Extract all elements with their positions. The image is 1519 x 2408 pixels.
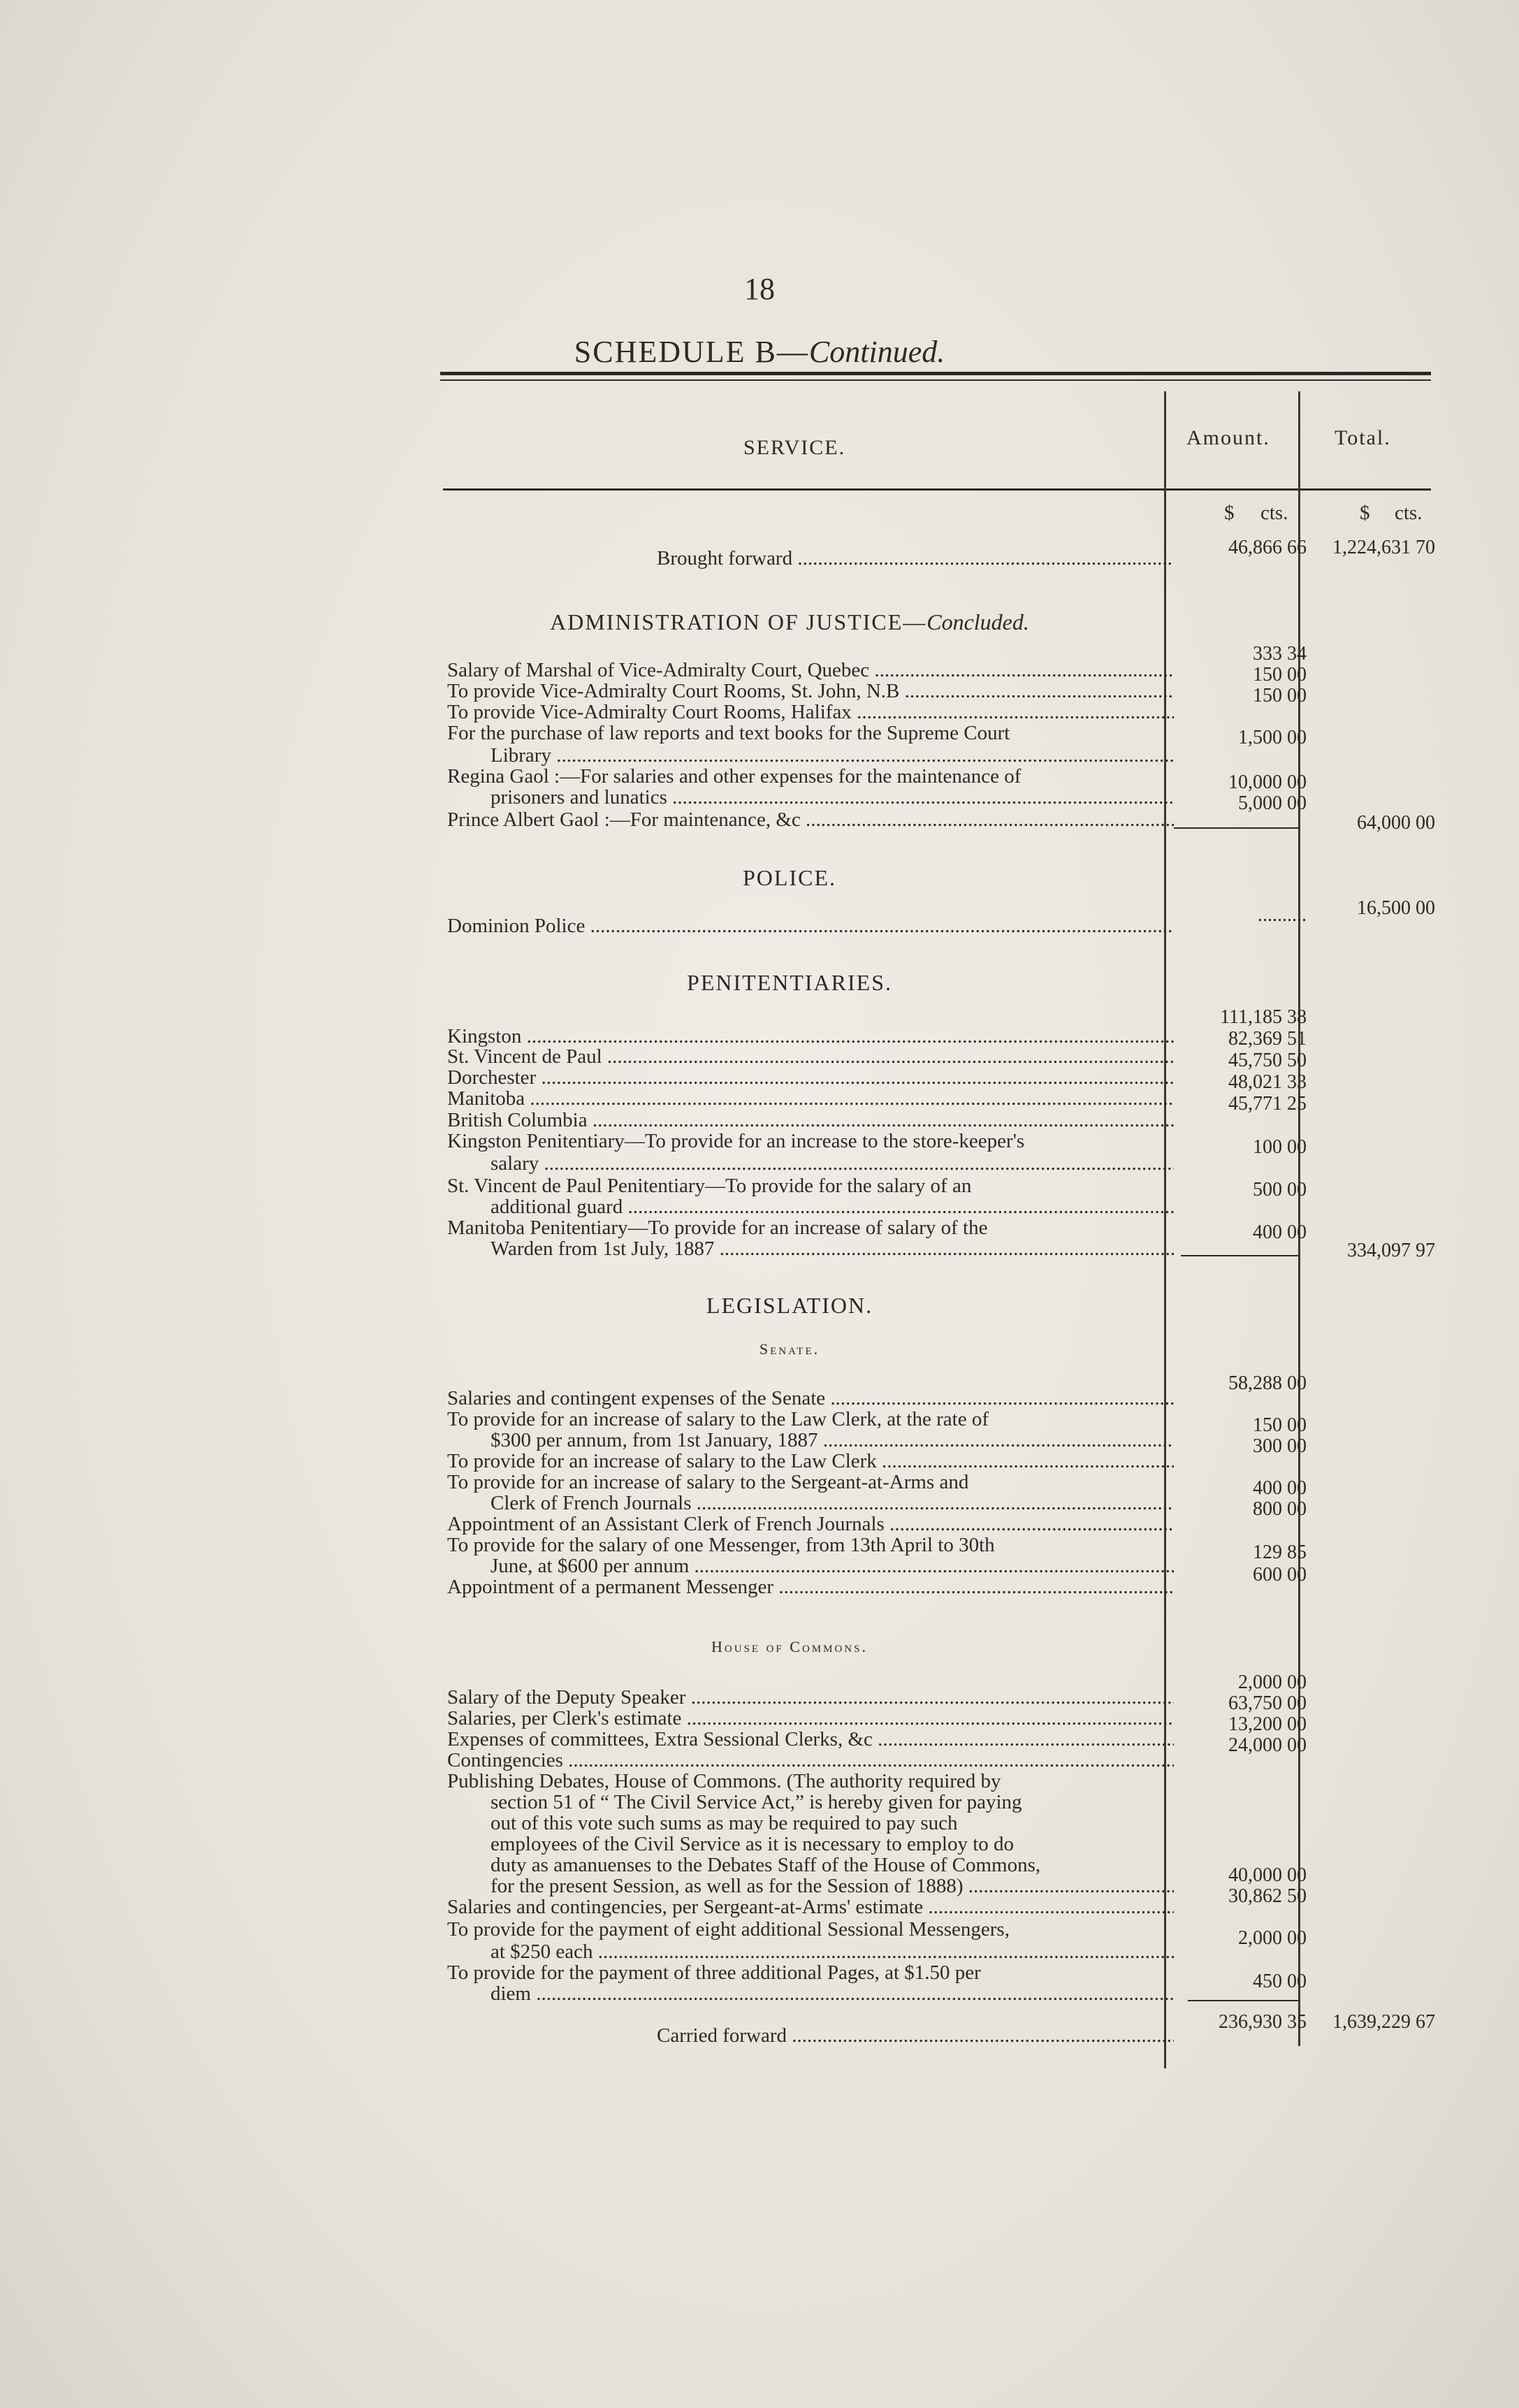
line-amount: 400 00	[1253, 1477, 1307, 1499]
line-item: Appointment of an Assistant Clerk of French Journals .....	[447, 1514, 1174, 1535]
line-item: Salaries, per Clerk's estimate .....	[447, 1708, 1174, 1729]
line-amount: 82,369 51	[1228, 1028, 1307, 1050]
subheading-senate: Senate.	[759, 1340, 820, 1358]
line-item: To provide for an increase of salary to the Law Clerk, at the rate of	[447, 1409, 989, 1430]
line-item-continued: salary .....	[447, 1153, 1174, 1175]
amount-cents-label: cts.	[1260, 502, 1288, 524]
top-rule-thick	[440, 372, 1431, 375]
line-amount: 129 85	[1253, 1542, 1307, 1563]
line-item: Salary of the Deputy Speaker .....	[447, 1687, 1174, 1709]
line-item: To provide for an increase of salary to the Sergeant-at-Arms and	[447, 1472, 969, 1493]
line-total: 16,500 00	[1357, 897, 1435, 919]
line-item-continued: prisoners and lunatics .....	[447, 787, 1174, 808]
line-item-continued: for the present Session, as well as for the Session of 1888) .....	[447, 1876, 1174, 1897]
police-amount-leader: ..........	[1258, 904, 1307, 926]
page-title	[0, 334, 1519, 370]
line-item: To provide Vice-Admiralty Court Rooms, Halifax .....	[447, 702, 1174, 723]
title-italic: Continued.	[808, 335, 945, 369]
carried-forward-rule	[1188, 2000, 1298, 2001]
line-item: Kingston .....	[447, 1026, 1174, 1047]
header-rule	[443, 488, 1431, 491]
line-item: To provide for the salary of one Messenger, from 13th April to 30th	[447, 1535, 995, 1556]
line-item: Salaries and contingent expenses of the Senate .....	[447, 1388, 1174, 1409]
page-number: 18	[744, 272, 775, 306]
line-item: Salaries and contingencies, per Sergeant-at-Arms' estimate .....	[447, 1896, 1174, 1918]
line-total: 64,000 00	[1357, 812, 1435, 834]
subtotal-rule	[1174, 827, 1298, 829]
line-item: Contingencies .....	[447, 1750, 1174, 1771]
line-amount: 58,288 00	[1228, 1372, 1307, 1394]
line-amount: 100 00	[1253, 1136, 1307, 1158]
line-total: 334,097 97	[1347, 1240, 1435, 1261]
carried-forward-amount: 236,930 35	[1219, 2011, 1307, 2033]
line-item: British Columbia .....	[447, 1110, 1174, 1131]
line-item: Dorchester .....	[447, 1067, 1174, 1089]
section-heading-legislation: LEGISLATION.	[706, 1293, 873, 1318]
line-item-continued: at $250 each .....	[447, 1941, 1174, 1963]
line-amount: 600 00	[1253, 1564, 1307, 1586]
line-item-continued: $300 per annum, from 1st January, 1887 .....	[447, 1430, 1174, 1451]
line-item: To provide Vice-Admiralty Court Rooms, St. John, N.B .....	[447, 681, 1174, 702]
total-column-divider	[1298, 391, 1300, 2046]
line-amount: 800 00	[1253, 1498, 1307, 1520]
line-amount: 400 00	[1253, 1221, 1307, 1243]
service-header: SERVICE.	[743, 436, 846, 459]
line-item-continued: diem .....	[447, 1983, 1174, 2005]
total-cents-label: cts.	[1395, 502, 1423, 524]
section-heading-administration-of-justice	[419, 609, 1160, 635]
line-item: Appointment of a permanent Messenger .....	[447, 1576, 1174, 1598]
line-amount: 13,200 00	[1228, 1713, 1307, 1735]
line-amount: 2,000 00	[1238, 1671, 1307, 1693]
line-item-continued: Library .....	[447, 745, 1174, 767]
line-amount: 45,750 50	[1228, 1050, 1307, 1071]
line-item-continued: duty as amanuenses to the Debates Staff of the House of Commons,	[490, 1855, 1041, 1876]
line-item-continued: June, at $600 per annum .....	[447, 1555, 1174, 1577]
line-amount: 150 00	[1253, 685, 1307, 706]
line-amount: 333 34	[1253, 643, 1307, 665]
line-amount: 111,185 38	[1220, 1006, 1307, 1028]
line-item: Manitoba .....	[447, 1088, 1174, 1110]
line-item-continued: Warden from 1st July, 1887 .....	[447, 1238, 1174, 1260]
top-rule-thin	[440, 379, 1431, 381]
line-item: To provide for the payment of eight additional Sessional Messengers,	[447, 1919, 1010, 1941]
line-item: Manitoba Penitentiary—To provide for an increase of salary of the	[447, 1217, 988, 1239]
carried-forward-label: Carried forward .....	[447, 2025, 1174, 2047]
line-amount: 10,000 00	[1228, 771, 1307, 793]
total-dollar-sign: $	[1360, 502, 1370, 524]
line-amount: 24,000 00	[1228, 1734, 1307, 1756]
brought-forward-total: 1,224,631 70	[1332, 537, 1435, 558]
line-amount: 150 00	[1253, 664, 1307, 686]
line-item: Expenses of committees, Extra Sessional Clerks, &c .....	[447, 1729, 1174, 1750]
title-main: SCHEDULE B—	[574, 335, 809, 369]
line-amount: 45,771 25	[1228, 1093, 1307, 1115]
amount-dollar-sign: $	[1224, 502, 1235, 524]
line-amount: 40,000 00	[1228, 1864, 1307, 1886]
line-amount: 150 00	[1253, 1414, 1307, 1436]
line-amount: 500 00	[1253, 1179, 1307, 1201]
line-amount: 5,000 00	[1238, 792, 1307, 814]
section-heading-penitentiaries: PENITENTIARIES.	[687, 970, 892, 995]
line-amount: 300 00	[1253, 1435, 1307, 1457]
brought-forward-label: Brought forward .....	[447, 548, 1174, 570]
line-item: Publishing Debates, House of Commons. (The authority required by	[447, 1771, 1001, 1792]
line-item: St. Vincent de Paul Penitentiary—To provide for the salary of an	[447, 1175, 972, 1197]
line-item: Prince Albert Gaol :—For maintenance, &c .....	[447, 809, 1174, 831]
line-item-continued: out of this vote such sums as may be required to pay such	[490, 1813, 958, 1834]
admin-heading-text: ADMINISTRATION OF JUSTICE—	[550, 609, 927, 634]
line-amount: 30,862 50	[1228, 1885, 1307, 1907]
subheading-house-of-commons: House of Commons.	[711, 1638, 868, 1655]
line-item: Salary of Marshal of Vice-Admiralty Court, Quebec .....	[447, 660, 1174, 681]
line-item: For the purchase of law reports and text books for the Supreme Court	[447, 723, 1010, 744]
line-item: Dominion Police .....	[447, 915, 1174, 937]
line-item-continued: employees of the Civil Service as it is necessary to employ to do	[490, 1834, 1015, 1855]
line-item: To provide for the payment of three additional Pages, at $1.50 per	[447, 1962, 981, 1984]
line-amount: 1,500 00	[1238, 727, 1307, 748]
line-item: Kingston Penitentiary—To provide for an increase to the store-keeper's	[447, 1131, 1025, 1152]
line-item-continued: additional guard .....	[447, 1196, 1174, 1218]
subtotal-rule	[1181, 1255, 1298, 1256]
line-amount: 450 00	[1253, 1971, 1307, 1992]
line-amount: 2,000 00	[1238, 1927, 1307, 1949]
admin-heading-italic: Concluded.	[926, 609, 1029, 634]
brought-forward-amount: 46,866 66	[1228, 537, 1307, 558]
line-item-continued: Clerk of French Journals .....	[447, 1493, 1174, 1514]
line-amount: 48,021 33	[1228, 1071, 1307, 1093]
line-amount: 63,750 00	[1228, 1692, 1307, 1714]
line-item-continued: section 51 of “ The Civil Service Act,” is hereby given for paying	[490, 1792, 1022, 1813]
section-heading-police: POLICE.	[743, 865, 836, 890]
carried-forward-total: 1,639,229 67	[1332, 2011, 1435, 2033]
line-item: Regina Gaol :—For salaries and other expenses for the maintenance of	[447, 766, 1022, 788]
line-item: To provide for an increase of salary to the Law Clerk .....	[447, 1451, 1174, 1472]
line-item: St. Vincent de Paul .....	[447, 1046, 1174, 1068]
total-header: Total.	[1335, 426, 1391, 449]
amount-header: Amount.	[1186, 426, 1270, 449]
